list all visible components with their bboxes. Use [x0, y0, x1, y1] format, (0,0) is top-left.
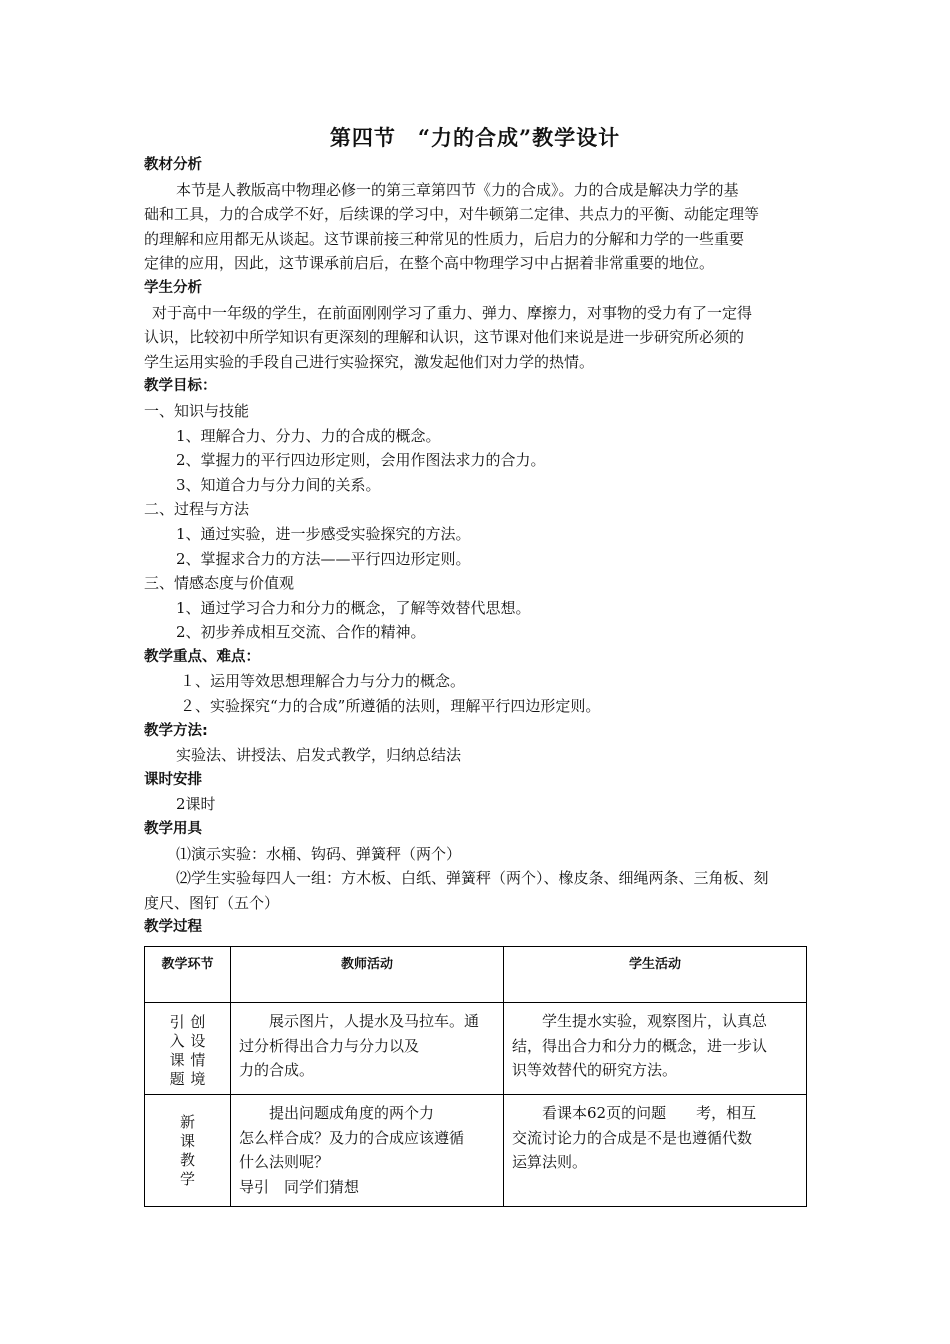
tools-item: ⑴演示实验：水桶、钩码、弹簧秤（两个）	[176, 844, 462, 863]
material-line: 本节是人教版高中物理必修一的第三章第四节《力的合成》。力的合成是解决力学的基	[176, 180, 739, 199]
teacher-activity: 提出问题成角度的两个力 怎么样合成？及力的合成应该遵循 什么法则呢？ 导引 同学们猜想	[231, 1095, 504, 1207]
teacher-activity: 展示图片，人提水及马拉车。通 过分析得出合力与分力以及 力的合成。	[231, 1003, 504, 1095]
student-activity: 学生提水实验，观察图片，认真总 结，得出合力和分力的概念，进一步认 识等效替代的研究方法。	[504, 1003, 807, 1095]
table-header-row	[145, 947, 807, 1003]
material-heading: 教材分析	[144, 157, 202, 173]
stage-cell	[145, 1003, 231, 1095]
material-line: 础和工具，力的合成学不好，后续课的学习中，对牛顿第二定律、共点力的平衡、动能定理等	[144, 205, 760, 224]
time-heading: 课时安排	[144, 771, 202, 788]
key-points-heading: 教学重点、难点：	[144, 648, 260, 665]
document-body	[144, 153, 806, 940]
goal-section-title: 三、情感态度与价值观	[144, 574, 295, 593]
stage-column: 新 课 教 学	[179, 1113, 195, 1188]
student-line: 学生运用实验的手段自己进行实验探究，激发起他们对力学的热情。	[144, 352, 595, 371]
key-point-item: １、运用等效思想理解合力与分力的概念。	[180, 672, 466, 691]
goal-item: 1、通过实验，进一步感受实验探究的方法。	[176, 524, 471, 543]
goal-item: 1、理解合力、分力、力的合成的概念。	[176, 426, 441, 445]
student-line: 对于高中一年级的学生，在前面刚刚学习了重力、弹力、摩擦力，对事物的受力有了一定得	[152, 303, 753, 322]
goal-item: 1、通过学习合力和分力的概念，了解等效替代思想。	[176, 598, 531, 617]
tools-heading: 教学用具	[144, 821, 202, 838]
header-student: 学生活动	[504, 947, 807, 1003]
goals-heading: 教学目标：	[144, 378, 217, 395]
material-line: 定律的应用，因此，这节课承前启后，在整个高中物理学习中占据着非常重要的地位。	[144, 254, 715, 273]
goal-item: 2、掌握求合力的方法——平行四边形定则。	[176, 549, 471, 568]
method-text: 实验法、讲授法、启发式教学，归纳总结法	[176, 746, 462, 765]
goal-item: 3、知道合力与分力间的关系。	[176, 475, 381, 494]
process-heading: 教学过程	[144, 919, 202, 936]
table-row	[145, 1003, 807, 1095]
goal-section-title: 一、知识与技能	[144, 401, 250, 420]
stage-cell	[145, 1095, 231, 1207]
tools-item: ⑵学生实验每四人一组：方木板、白纸、弹簧秤（两个）、橡皮条、细绳两条、三角板、刻	[176, 869, 769, 888]
key-point-item: ２、实验探究“力的合成”所遵循的法则，理解平行四边形定则。	[180, 697, 601, 716]
table-row	[145, 1095, 807, 1207]
method-heading: 教学方法:	[144, 722, 208, 739]
goal-section-title: 二、过程与方法	[144, 500, 250, 519]
student-heading: 学生分析	[144, 279, 202, 296]
stage-column-b: 创 设 情 境	[190, 1013, 206, 1088]
student-line: 认识，比较初中所学知识有更深刻的理解和认识，这节课对他们来说是进一步研究所必须的	[144, 328, 745, 347]
tools-item: 度尺、图钉（五个）	[144, 893, 280, 912]
goal-item: 2、初步养成相互交流、合作的精神。	[176, 623, 426, 642]
goal-item: 2、掌握力的平行四边形定则，会用作图法求力的合力。	[176, 451, 546, 470]
page-title: 第四节 “力的合成”教学设计	[329, 125, 621, 150]
time-text: 2课时	[176, 795, 216, 814]
header-teacher: 教师活动	[231, 947, 504, 1003]
student-activity: 看课本62页的问题 考，相互 交流讨论力的合成是不是也遵循代数 运算法则。	[504, 1095, 807, 1207]
material-line: 的理解和应用都无从谈起。这节课前接三种常见的性质力，后启力的分解和力学的一些重要	[144, 229, 745, 248]
stage-column-a: 引 入 课 题	[169, 1013, 185, 1088]
teaching-process-table	[144, 946, 807, 1207]
header-stage: 教学环节	[145, 947, 231, 1003]
